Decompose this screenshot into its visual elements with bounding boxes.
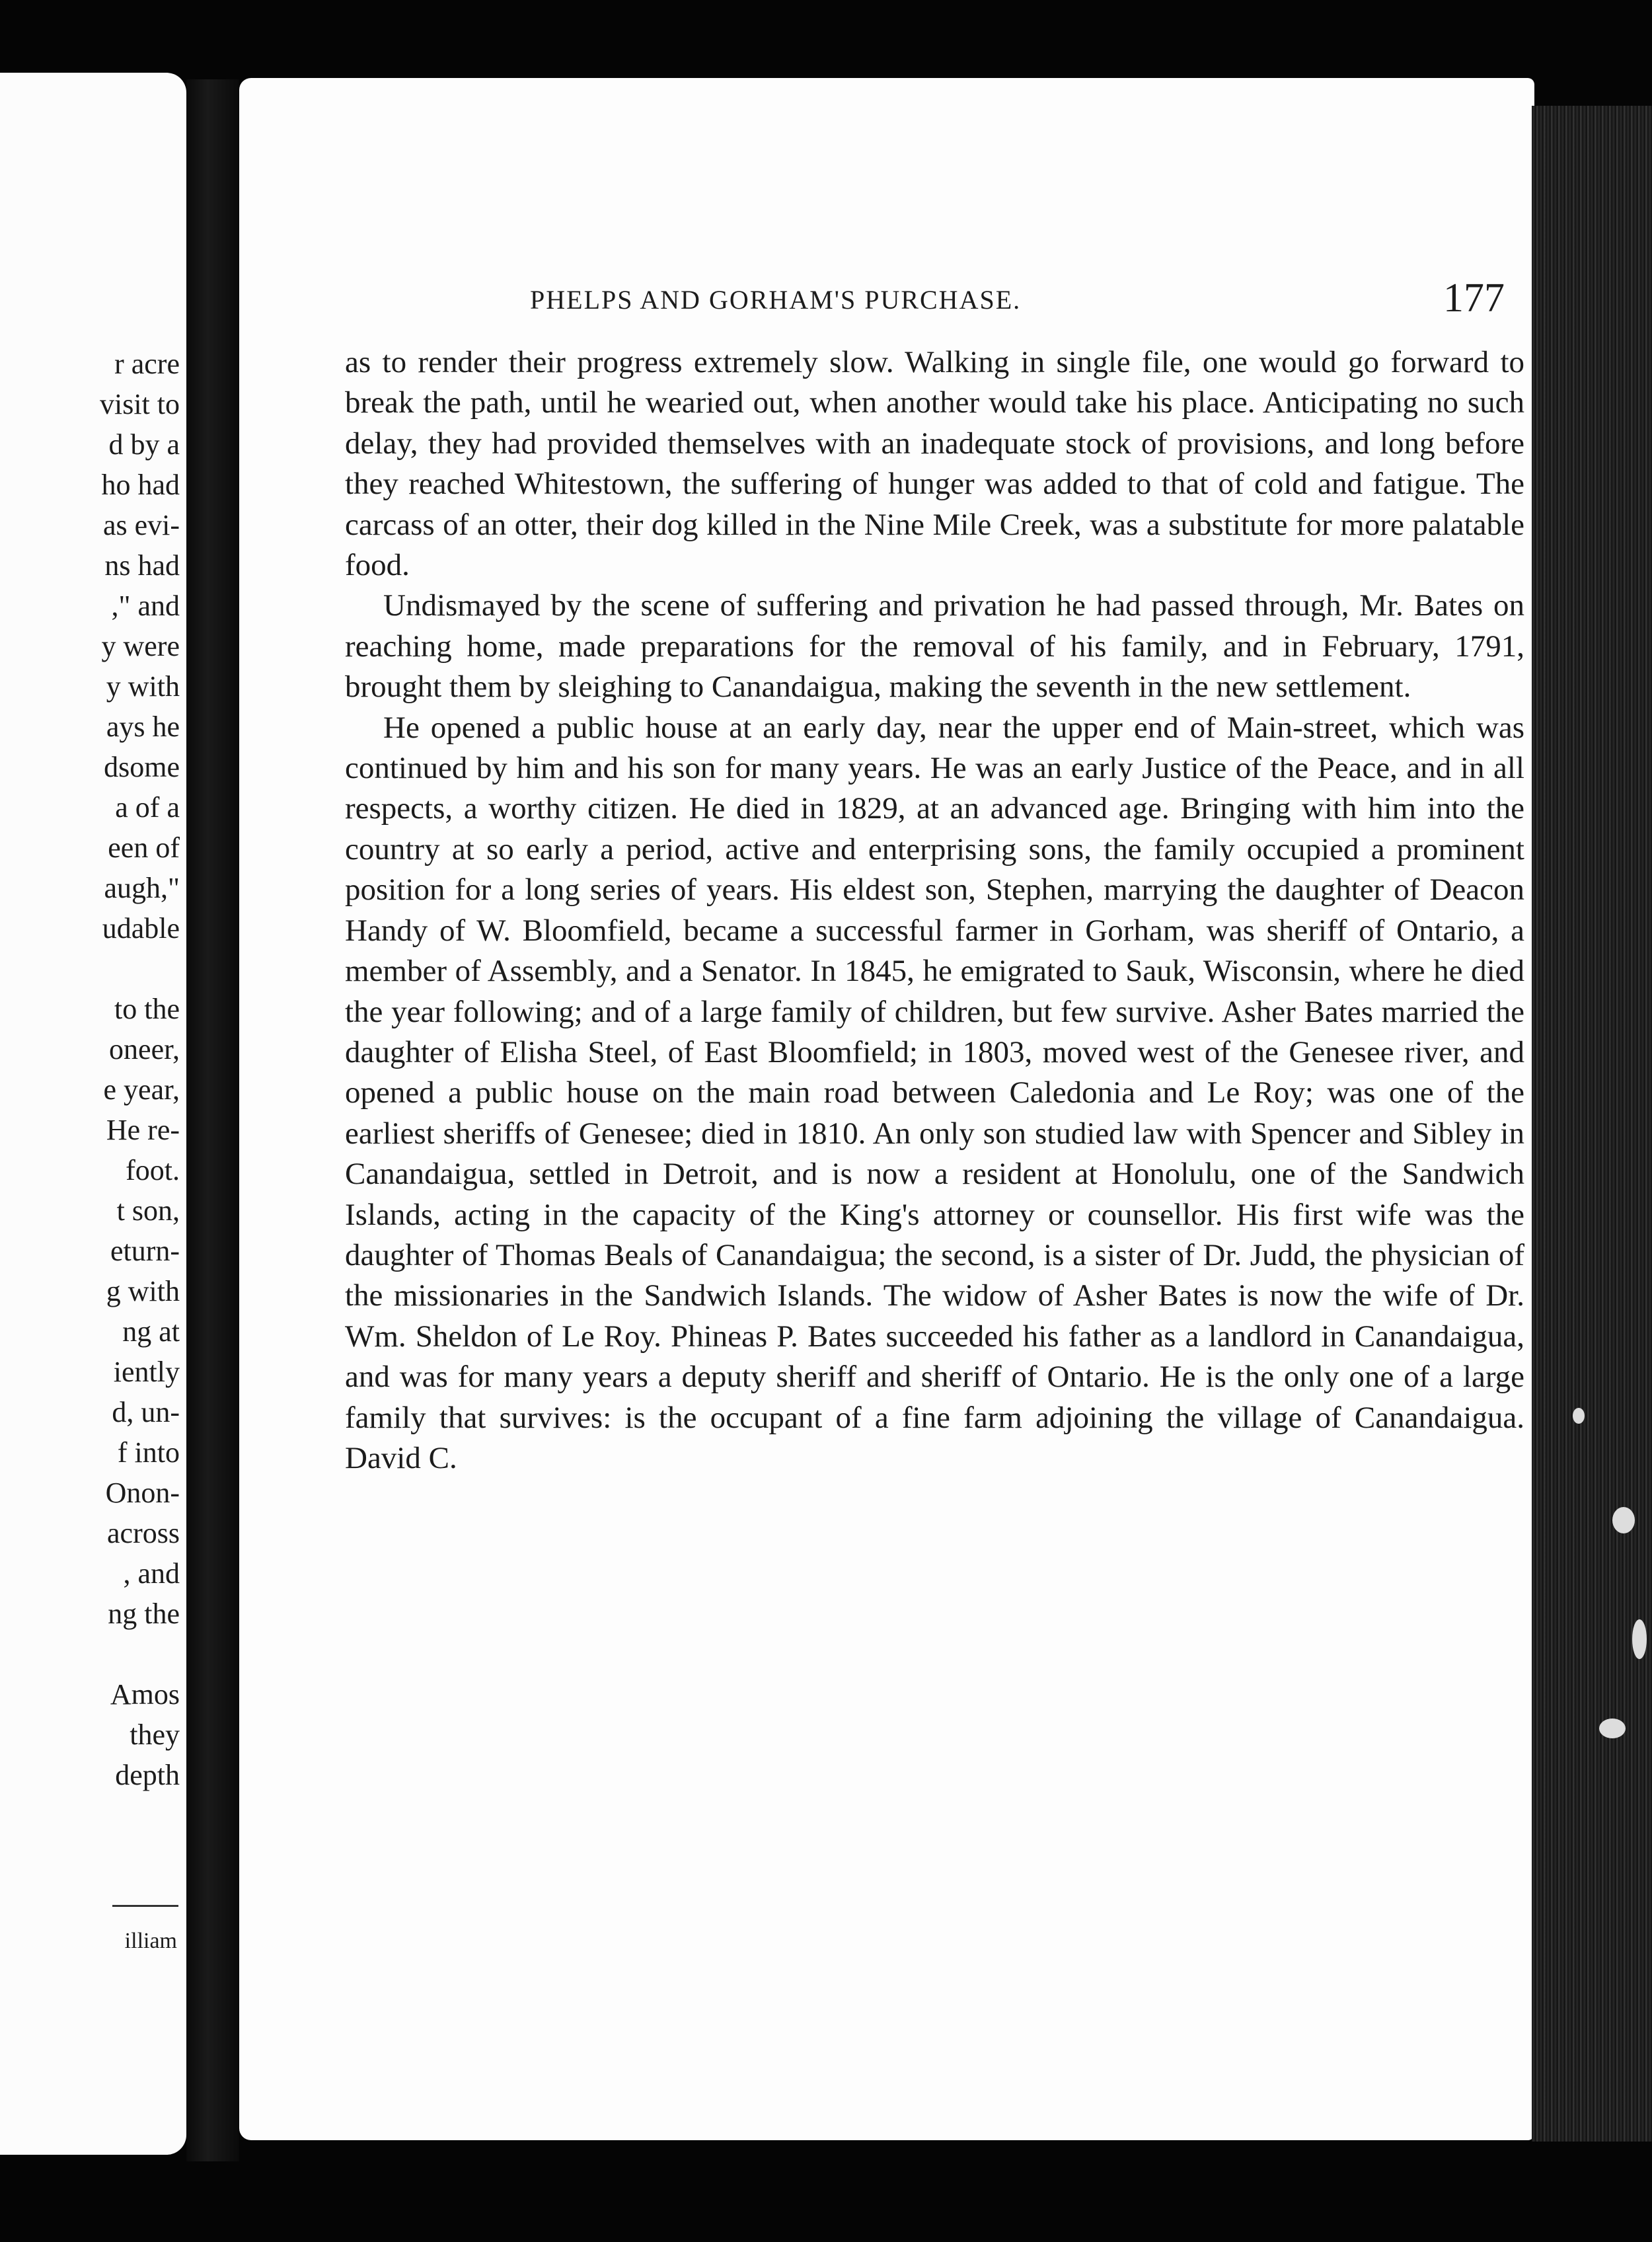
previous-page-line: as evi- bbox=[102, 509, 180, 541]
previous-page-line: ," and bbox=[111, 590, 180, 622]
previous-page-line: e year, bbox=[103, 1073, 180, 1106]
paragraph: Undismayed by the scene of suffering and privation he had passed through, Mr. Bates on reaching home, made preparations for the removal of his family, and in February, 1791, brought them by sleighing to Canandaigua, making the seventh in the new settlement. bbox=[345, 588, 1524, 705]
previous-page-footnote: illiam bbox=[124, 1929, 177, 1953]
paragraph-gap bbox=[1, 948, 180, 989]
previous-page-line: , and bbox=[123, 1557, 180, 1590]
previous-page-line: udable bbox=[102, 912, 180, 945]
previous-page-line: iently bbox=[113, 1356, 180, 1388]
scan-speck bbox=[1599, 1719, 1626, 1738]
paragraph: as to render their progress extremely slow. Walking in single file, one would go forward to break the path, until he wearied out, when another would take his place. Anticipating no such delay, they had provided themselves with an inadequate stock of provisions, and long before they reached Whitestown, the suffering of hunger was added to that of cold and fatigue. The carcass of an otter, their dog killed in the Nine Mile Creek, was a substitute for more palatable food. bbox=[345, 345, 1524, 583]
previous-page-line: d by a bbox=[108, 428, 180, 461]
previous-page-line: foot. bbox=[126, 1154, 180, 1186]
previous-page-line: a of a bbox=[115, 791, 180, 824]
previous-page-line: ng at bbox=[122, 1315, 180, 1348]
previous-page-line: eturn- bbox=[110, 1235, 180, 1267]
previous-page-line: t son, bbox=[116, 1194, 180, 1227]
previous-page-line: visit to bbox=[99, 388, 180, 420]
previous-page-line: f into bbox=[117, 1436, 180, 1469]
paragraph: He opened a public house at an early day, near the upper end of Main-street, which was continued by him and his son for many years. He was an early Justice of the Peace, and in all respects, a worthy citizen. He died in 1829, at an advanced age. Bringing with him into the country at so early a period, active and enterprising sons, the family occupied a prominent position for a long series of years. His eldest son, Stephen, marrying the daughter of Deacon Handy of W. Bloomfield, became a successful farmer in Gorham, was sheriff of Ontario, a member of Assembly, and a Senator. In 1845, he emigrated to Sauk, Wisconsin, where he died the year following; and of a large family of children, but few survive. Asher Bates married the daughter of Elisha Steel, of East Bloomfield; in 1803, moved west of the Genesee river, and opened a public house on the main road between Caledonia and Le Roy; was one of the earliest sheriffs of Genesee; died in 1810. An only son studied law with Spencer and Sibley in Canandaigua, settled in Detroit, and is now a resident at Honolulu, one of the Sandwich Islands, acting in the capacity of the King's attorney or counsellor. His first wife was the daughter of Thomas Beals of Canandaigua; the second, is a sister of Dr. Judd, the physician of the missionaries in the Sandwich Islands. The widow of Asher Bates is now the wife of Dr. Wm. Sheldon of Le Roy. Phineas P. Bates succeeded his father as a landlord in Canandaigua, and was for many years a deputy sheriff and sheriff of Ontario. He is the only one of a large family that survives: is the occupant of a fine farm adjoining the village of Canandaigua. David C. bbox=[345, 710, 1524, 1475]
previous-page-line: r acre bbox=[114, 348, 180, 380]
previous-page-line: een of bbox=[108, 831, 180, 864]
book-gutter bbox=[186, 79, 239, 2161]
footnote-rule bbox=[112, 1905, 178, 1907]
previous-page-line: ns had bbox=[104, 549, 180, 582]
running-head: PHELPS AND GORHAM'S PURCHASE. bbox=[530, 285, 1022, 315]
previous-page-line: ays he bbox=[106, 711, 180, 743]
page-edges bbox=[1532, 106, 1652, 2142]
previous-page-line: He re- bbox=[106, 1114, 180, 1146]
previous-page-line: dsome bbox=[104, 751, 180, 783]
previous-page-line: they bbox=[130, 1719, 180, 1751]
previous-page-line: Onon- bbox=[105, 1477, 180, 1509]
page-number: 177 bbox=[1443, 276, 1505, 321]
page-body bbox=[345, 342, 1524, 1479]
previous-page-line: y were bbox=[101, 630, 180, 662]
previous-page-line: augh," bbox=[104, 872, 180, 904]
paragraph-gap bbox=[1, 1634, 180, 1674]
scan-speck bbox=[1612, 1507, 1635, 1533]
previous-page-line: d, un- bbox=[112, 1396, 180, 1428]
previous-page-line: ho had bbox=[101, 469, 180, 501]
previous-page-line: g with bbox=[106, 1275, 180, 1307]
previous-page-line: oneer, bbox=[109, 1033, 180, 1065]
previous-page-line: depth bbox=[115, 1759, 180, 1791]
previous-page-fragment bbox=[0, 73, 186, 2155]
previous-page-line: to the bbox=[114, 993, 180, 1025]
previous-page-line: ng the bbox=[108, 1598, 180, 1630]
scan-speck bbox=[1632, 1619, 1647, 1659]
previous-page-text bbox=[1, 344, 180, 1795]
previous-page-line: Amos bbox=[110, 1678, 180, 1711]
book-page bbox=[239, 78, 1534, 2140]
previous-page-line: y with bbox=[106, 670, 180, 703]
scan-speck bbox=[1573, 1408, 1585, 1424]
previous-page-line: across bbox=[107, 1517, 180, 1549]
